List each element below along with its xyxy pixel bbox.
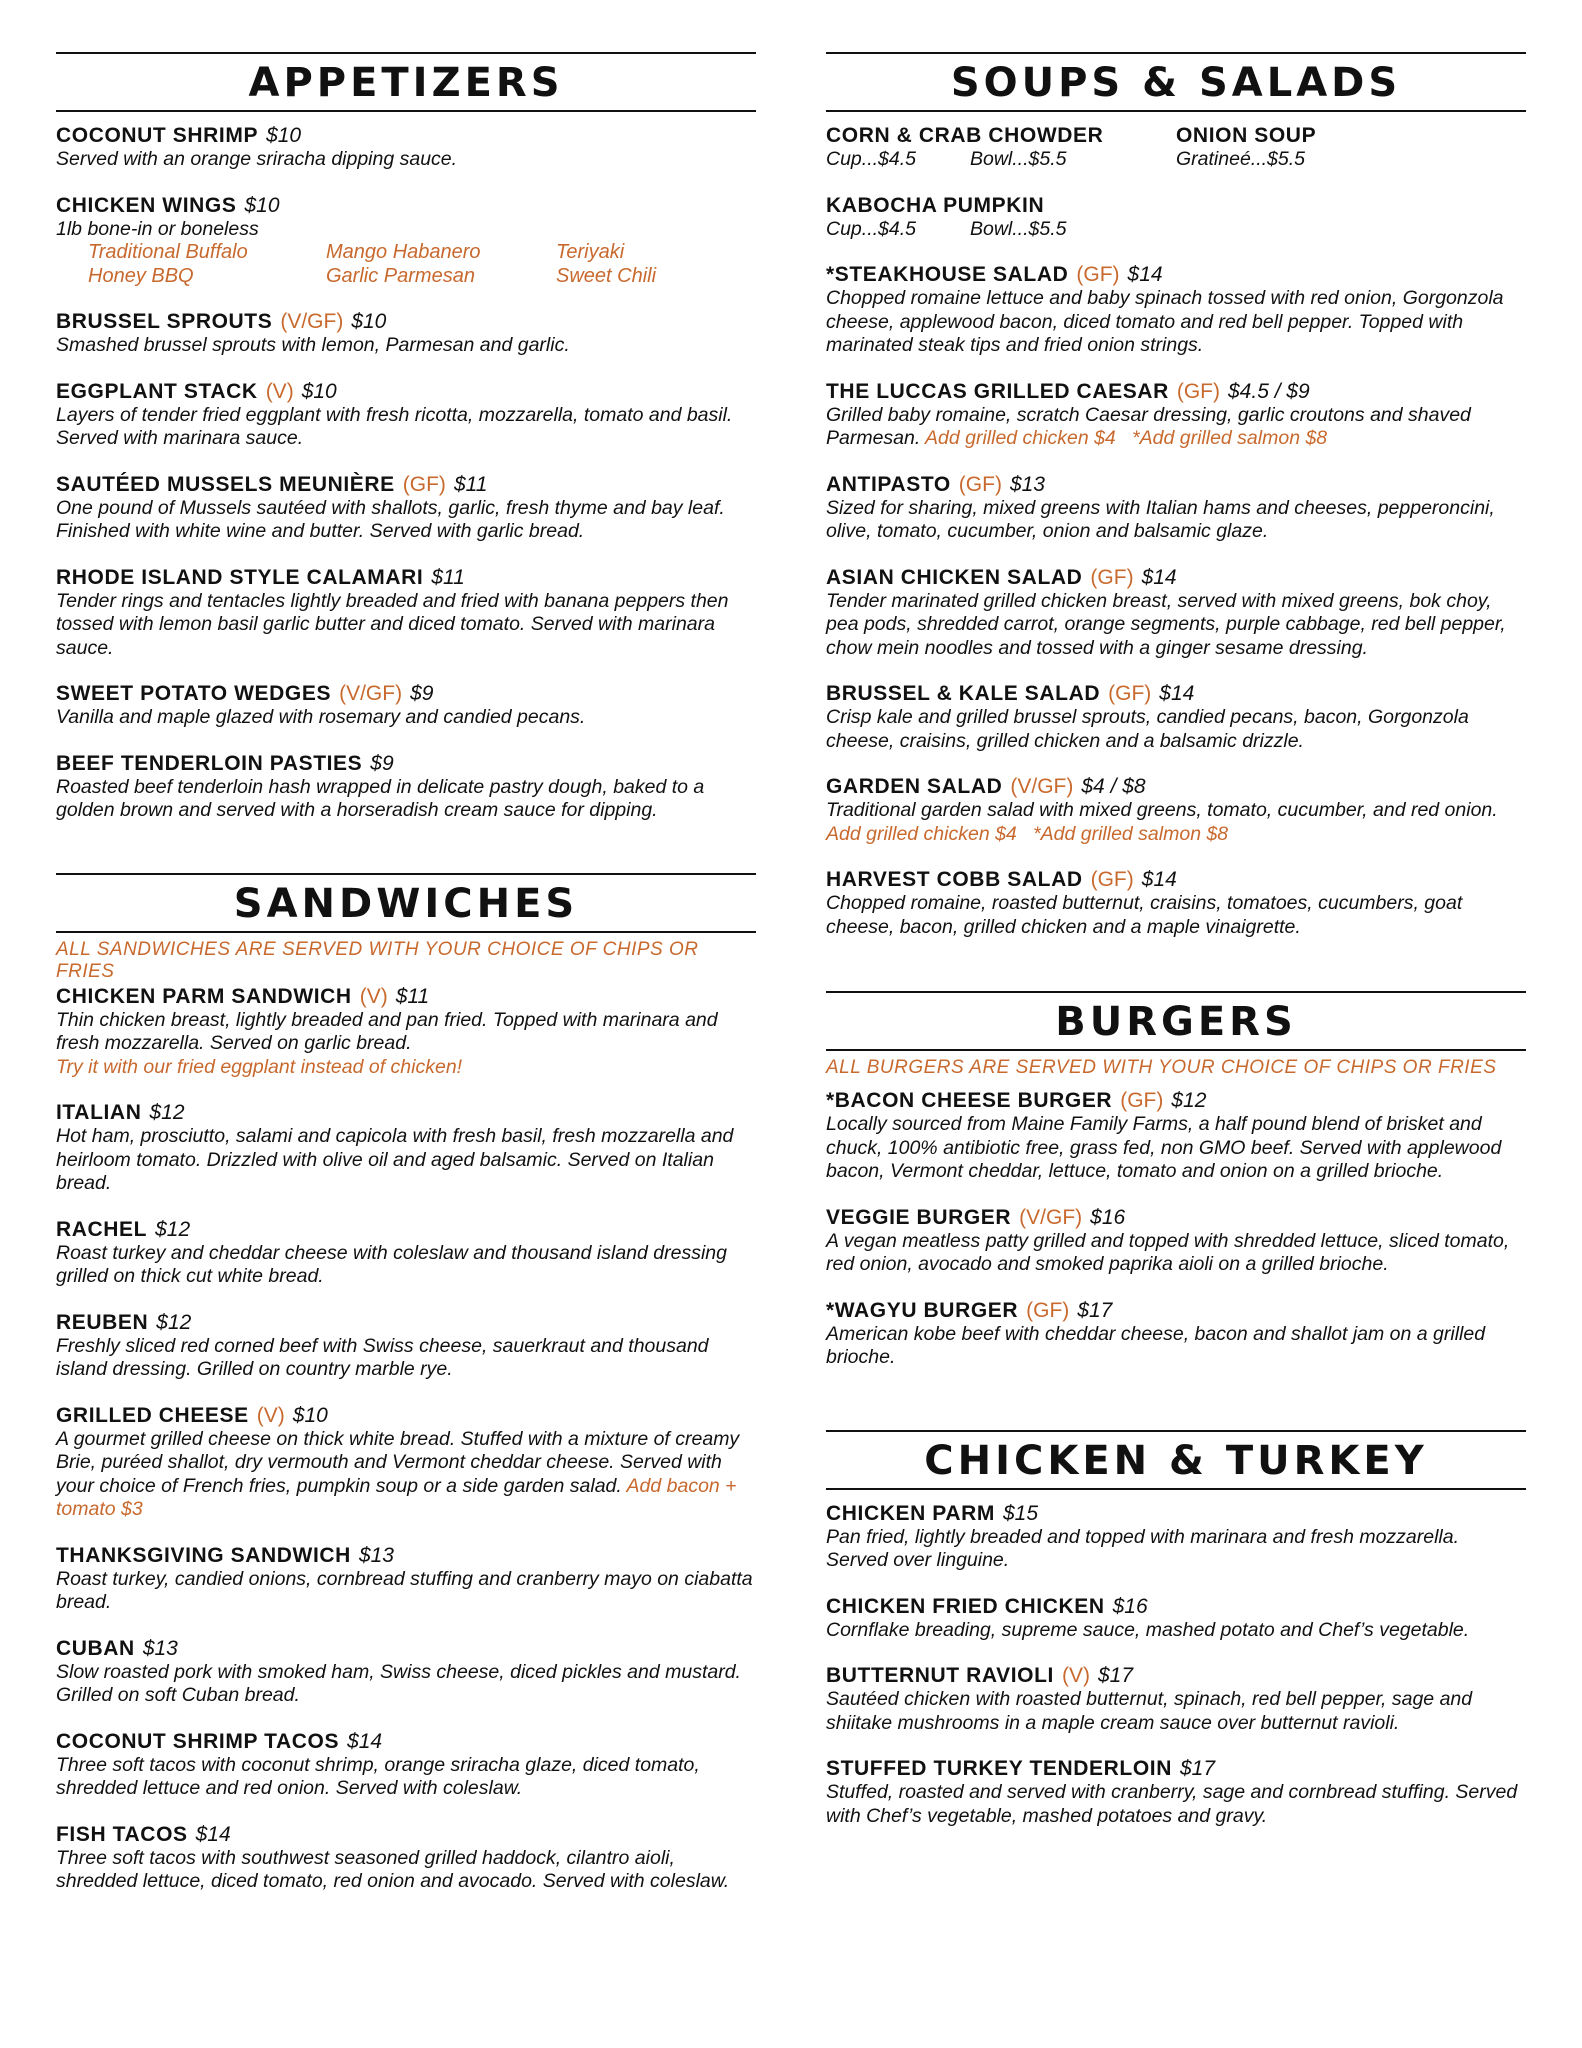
- flavor-option: Garlic Parmesan: [326, 264, 475, 287]
- menu-item-sweet-potato-wedges: [56, 682, 756, 730]
- menu-item-coconut-shrimp: [56, 124, 756, 172]
- diet-tag: (GF): [402, 472, 446, 496]
- item-description: Smashed brussel sprouts with lemon, Parmesan and garlic.: [56, 334, 570, 356]
- menu-item-calamari: [56, 566, 756, 661]
- item-description: Layers of tender fried eggplant with fresh ricotta, mozzarella, tomato and basil. Served with marinara sauce.: [56, 403, 733, 449]
- item-name: COCONUT SHRIMP TACOS: [56, 1729, 340, 1753]
- item-price: $14: [1127, 263, 1163, 286]
- item-name: FISH TACOS: [56, 1822, 188, 1846]
- item-description: Vanilla and maple glazed with rosemary and candied pecans.: [56, 706, 586, 728]
- diet-tag: (GF): [1076, 263, 1120, 286]
- chicken-turkey-section: [826, 1430, 1526, 1829]
- item-addon: Add grilled chicken $4 *Add grilled salmon $8: [925, 427, 1328, 449]
- diet-tag: (V/GF): [1019, 1205, 1083, 1229]
- item-description-text: Grilled baby romaine, scratch Caesar dressing, garlic croutons and shaved Parmesan.: [826, 403, 1471, 449]
- item-price: $11: [395, 984, 430, 1008]
- item-description: American kobe beef with cheddar cheese, bacon and shallot jam on a grilled brioche.: [826, 1322, 1486, 1368]
- item-price: $14: [1141, 868, 1177, 891]
- menu-item-chicken-parm: [826, 1502, 1526, 1573]
- item-price: $11: [453, 472, 488, 496]
- item-name: *STEAKHOUSE SALAD: [826, 263, 1069, 286]
- flavor-option: Honey BBQ: [88, 264, 194, 287]
- menu-item-cuban: [56, 1637, 756, 1708]
- item-description: Tender marinated grilled chicken breast, served with mixed greens, bok choy, pea pods, shredded carrot, orange segments, purple cabbage, red bell pepper, chow mein noodles and tossed with a ginger sesame dressing.: [826, 589, 1506, 659]
- item-name: THE LUCCAS GRILLED CAESAR: [826, 379, 1169, 403]
- item-name: CHICKEN PARM SANDWICH: [56, 984, 352, 1008]
- item-price: $10: [351, 310, 387, 333]
- item-addon: Add grilled chicken $4 *Add grilled salmon $8: [826, 822, 1229, 845]
- item-description: [826, 404, 1526, 451]
- item-price: $17: [1077, 1298, 1113, 1322]
- menu-item-beef-pasties: [56, 752, 756, 823]
- item-name: RHODE ISLAND STYLE CALAMARI: [56, 565, 424, 589]
- menu-item-steakhouse-salad: [826, 263, 1526, 358]
- item-description: Roast turkey and cheddar cheese with coleslaw and thousand island dressing grilled on thick cut white bread.: [56, 1241, 727, 1287]
- item-subtitle: 1lb bone-in or boneless: [56, 217, 259, 240]
- wing-flavors: [56, 241, 756, 288]
- menu-item-mussels: [56, 473, 756, 544]
- item-name: ITALIAN: [56, 1101, 142, 1124]
- cup-price: Cup...$4.5: [826, 148, 916, 170]
- menu-item-coconut-shrimp-tacos: [56, 1730, 756, 1801]
- item-name: SWEET POTATO WEDGES: [56, 682, 332, 705]
- item-price: $13: [1009, 472, 1045, 496]
- diet-tag: (V): [359, 984, 388, 1008]
- item-price: $17: [1097, 1664, 1134, 1687]
- item-description: Locally sourced from Maine Family Farms, a half pound blend of brisket and chuck, 100% antibiotic free, grass fed, non GMO beef. Served with applewood bacon, Vermont cheddar, lettuce, tomato and onion on a grilled brioche.: [826, 1113, 1502, 1182]
- item-description: [56, 1428, 756, 1522]
- diet-tag: (V/GF): [280, 310, 344, 333]
- diet-tag: (GF): [1120, 1089, 1164, 1112]
- item-name: BUTTERNUT RAVIOLI: [826, 1664, 1054, 1687]
- item-name: CHICKEN WINGS: [56, 193, 237, 217]
- item-name: CORN & CRAB CHOWDER: [826, 124, 1104, 147]
- menu-item-corn-crab-chowder: [826, 124, 1176, 172]
- item-price: $17: [1179, 1757, 1216, 1780]
- item-price: $4 / $8: [1081, 775, 1146, 798]
- cup-price: Cup...$4.5: [826, 217, 916, 240]
- section-note: ALL SANDWICHES ARE SERVED WITH YOUR CHOICE OF CHIPS OR FRIES: [56, 938, 699, 982]
- item-price: $12: [155, 1217, 191, 1241]
- diet-tag: (GF): [1090, 868, 1134, 891]
- item-name: *BACON CHEESE BURGER: [826, 1089, 1113, 1112]
- item-description: Three soft tacos with coconut shrimp, orange sriracha glaze, diced tomato, shredded lettuce and red onion. Served with coleslaw.: [56, 1753, 700, 1799]
- item-description: Sized for sharing, mixed greens with Italian hams and cheeses, pepperoncini, olive, tomato, cucumber, onion and balsamic glaze.: [826, 496, 1495, 542]
- item-price: $12: [149, 1101, 185, 1124]
- menu-item-fish-tacos: [56, 1823, 756, 1894]
- item-price: $13: [142, 1636, 178, 1660]
- item-name: BEEF TENDERLOIN PASTIES: [56, 751, 363, 775]
- item-description: Chopped romaine lettuce and baby spinach tossed with red onion, Gorgonzola cheese, applewood bacon, diced tomato and red bell pepper. Topped with marinated steak tips and fried onion strings.: [826, 287, 1504, 356]
- item-price: $14: [1141, 565, 1177, 589]
- item-name: SAUTÉED MUSSELS MEUNIÈRE: [56, 472, 395, 496]
- item-name: ANTIPASTO: [826, 472, 951, 496]
- item-price: $13: [358, 1543, 394, 1567]
- item-description: Freshly sliced red corned beef with Swiss cheese, sauerkraut and thousand island dressing. Grilled on country marble rye.: [56, 1334, 709, 1380]
- item-name: STUFFED TURKEY TENDERLOIN: [826, 1757, 1172, 1780]
- item-description: Tender rings and tentacles lightly breaded and fried with banana peppers then tossed with lemon basil garlic butter and diced tomato. Served with marinara sauce.: [56, 589, 729, 659]
- item-description: Thin chicken breast, lightly breaded and pan fried. Topped with marinara and fresh mozzarella. Served on garlic bread.: [56, 1008, 718, 1054]
- soups-salads-section: [826, 52, 1526, 939]
- item-price: $10: [301, 379, 337, 403]
- flavor-option: Teriyaki: [556, 241, 625, 263]
- item-name: ONION SOUP: [1176, 124, 1317, 147]
- section-note: ALL BURGERS ARE SERVED WITH YOUR CHOICE OF CHIPS OR FRIES: [826, 1057, 1497, 1078]
- menu-item-stuffed-turkey-tenderloin: [826, 1757, 1526, 1828]
- diet-tag: (GF): [1090, 565, 1134, 589]
- section-title-appetizers: APPETIZERS: [56, 52, 756, 112]
- item-description: One pound of Mussels sautéed with shallots, garlic, fresh thyme and bay leaf. Finished with white wine and butter. Served with garlic bread.: [56, 496, 725, 542]
- menu-item-chicken-parm-sandwich: [56, 985, 756, 1080]
- item-name: CUBAN: [56, 1636, 135, 1660]
- section-title-sandwiches: SANDWICHES: [56, 873, 756, 933]
- item-name: BRUSSEL & KALE SALAD: [826, 682, 1101, 705]
- menu-item-garden-salad: [826, 775, 1526, 846]
- flavor-option: Traditional Buffalo: [88, 241, 248, 263]
- item-price: $14: [195, 1822, 231, 1846]
- item-description: Sautéed chicken with roasted butternut, spinach, red bell pepper, sage and shiitake mushrooms in a maple cream sauce over butternut ravioli.: [826, 1688, 1473, 1734]
- item-description: Crisp kale and grilled brussel sprouts, candied pecans, bacon, Gorgonzola cheese, craisins, grilled chicken and a balsamic drizzle.: [826, 706, 1469, 752]
- item-description: Cornflake breading, supreme sauce, mashed potato and Chef’s vegetable.: [826, 1618, 1470, 1641]
- item-name: RACHEL: [56, 1217, 148, 1241]
- menu-item-rachel: [56, 1218, 756, 1289]
- item-price: $16: [1112, 1594, 1148, 1618]
- menu-item-bacon-cheese-burger: [826, 1089, 1526, 1184]
- diet-tag: (GF): [1176, 379, 1220, 403]
- item-description: Roasted beef tenderloin hash wrapped in delicate pastry dough, baked to a golden brown and served with a horseradish cream sauce for dipping.: [56, 775, 705, 821]
- item-description: A vegan meatless patty grilled and topped with shredded lettuce, sliced tomato, red onion, avocado and smoked paprika aioli on a grilled brioche.: [826, 1229, 1510, 1275]
- item-name: *WAGYU BURGER: [826, 1298, 1019, 1322]
- bowl-price: Bowl...$5.5: [969, 217, 1067, 240]
- gratinee-price: Gratineé...$5.5: [1176, 148, 1305, 170]
- left-column: [56, 52, 756, 1916]
- menu-item-thanksgiving-sandwich: [56, 1544, 756, 1615]
- item-description: Chopped romaine, roasted butternut, craisins, tomatoes, cucumbers, goat cheese, bacon, grilled chicken and a maple vinaigrette.: [826, 892, 1463, 938]
- item-description: Pan fried, lightly breaded and topped with marinara and fresh mozzarella. Served over linguine.: [826, 1525, 1460, 1571]
- item-description: Hot ham, prosciutto, salami and capicola with fresh basil, fresh mozzarella and heirloom tomato. Drizzled with olive oil and aged balsamic. Served on Italian bread.: [56, 1125, 734, 1194]
- item-name: HARVEST COBB SALAD: [826, 868, 1083, 891]
- diet-tag: (GF): [958, 472, 1002, 496]
- item-description: Served with an orange sriracha dipping sauce.: [56, 148, 458, 170]
- soup-row: [826, 124, 1526, 172]
- menu-item-onion-soup: [1176, 124, 1526, 172]
- item-price: $12: [1171, 1089, 1207, 1112]
- item-addon: Add bacon + tomato $3: [56, 1474, 737, 1520]
- menu-item-veggie-burger: [826, 1206, 1526, 1277]
- diet-tag: (V): [265, 379, 294, 403]
- diet-tag: (GF): [1108, 682, 1152, 705]
- diet-tag: (V/GF): [339, 682, 403, 705]
- item-description: [826, 799, 1526, 846]
- item-description: Roast turkey, candied onions, cornbread stuffing and cranberry mayo on ciabatta bread.: [56, 1567, 753, 1613]
- item-name: EGGPLANT STACK: [56, 379, 258, 403]
- menu-item-asian-chicken-salad: [826, 566, 1526, 661]
- item-name: VEGGIE BURGER: [826, 1205, 1012, 1229]
- menu-item-eggplant-stack: [56, 380, 756, 451]
- diet-tag: (V/GF): [1010, 775, 1074, 798]
- item-name: COCONUT SHRIMP: [56, 124, 259, 147]
- item-name: CHICKEN PARM: [826, 1501, 995, 1525]
- item-price: $15: [1002, 1501, 1039, 1525]
- menu-item-antipasto: [826, 473, 1526, 544]
- menu-item-wagyu-burger: [826, 1299, 1526, 1370]
- menu-item-brussel-kale-salad: [826, 682, 1526, 753]
- section-title-chicken-turkey: CHICKEN & TURKEY: [826, 1430, 1526, 1490]
- sandwiches-section: [56, 873, 756, 1894]
- item-name: BRUSSEL SPROUTS: [56, 310, 273, 333]
- item-description-text: Traditional garden salad with mixed greens, tomato, cucumber, and red onion.: [826, 799, 1498, 821]
- item-price: $4.5 / $9: [1228, 379, 1310, 403]
- diet-tag: (V): [256, 1403, 285, 1427]
- flavor-option: Sweet Chili: [556, 264, 657, 287]
- menu-item-chicken-fried-chicken: [826, 1595, 1526, 1643]
- item-description: Three soft tacos with southwest seasoned grilled haddock, cilantro aioli, shredded lettuce, diced tomato, red onion and avocado. Served with coleslaw.: [56, 1846, 730, 1892]
- diet-tag: (GF): [1026, 1298, 1070, 1322]
- item-price: $12: [156, 1310, 192, 1334]
- item-price: $14: [347, 1729, 383, 1753]
- item-addon: Try it with our fried eggplant instead of chicken!: [56, 1055, 463, 1078]
- item-name: GRILLED CHEESE: [56, 1403, 249, 1427]
- item-name: GARDEN SALAD: [826, 775, 1003, 798]
- item-description-text: A gourmet grilled cheese on thick white bread. Stuffed with a mixture of creamy Brie, puréed shallot, dry vermouth and Vermont cheddar cheese. Served with your choice of French fries, pumpkin soup or a side garden salad.: [56, 1427, 740, 1497]
- item-name: THANKSGIVING SANDWICH: [56, 1543, 351, 1567]
- menu-item-grilled-caesar: [826, 380, 1526, 451]
- section-title-soups-salads: SOUPS & SALADS: [826, 52, 1526, 112]
- menu-item-kabocha-pumpkin: [826, 194, 1526, 242]
- item-price: $10: [292, 1403, 328, 1427]
- right-column: [826, 52, 1526, 1850]
- item-description: Stuffed, roasted and served with cranberry, sage and cornbread stuffing. Served with Chef’s vegetable, mashed potatoes and gravy.: [826, 1781, 1518, 1827]
- item-name: ASIAN CHICKEN SALAD: [826, 565, 1083, 589]
- item-description: Slow roasted pork with smoked ham, Swiss cheese, diced pickles and mustard. Grilled on soft Cuban bread.: [56, 1660, 741, 1706]
- item-price: $16: [1090, 1205, 1126, 1229]
- item-price: $10: [266, 124, 302, 147]
- menu-item-grilled-cheese: [56, 1404, 756, 1522]
- item-name: KABOCHA PUMPKIN: [826, 193, 1045, 217]
- burgers-section: [826, 991, 1526, 1370]
- menu-item-chicken-wings: [56, 194, 756, 289]
- item-price: $11: [431, 565, 465, 589]
- section-title-burgers: BURGERS: [826, 991, 1526, 1051]
- item-name: CHICKEN FRIED CHICKEN: [826, 1594, 1105, 1618]
- item-price: $14: [1159, 682, 1195, 705]
- diet-tag: (V): [1061, 1664, 1090, 1687]
- flavor-option: Mango Habanero: [326, 241, 481, 263]
- bowl-price: Bowl...$5.5: [969, 148, 1067, 170]
- appetizers-section: [56, 52, 756, 823]
- menu-item-italian: [56, 1101, 756, 1196]
- item-price: $9: [410, 682, 434, 705]
- menu-item-brussel-sprouts: [56, 310, 756, 358]
- item-name: REUBEN: [56, 1310, 149, 1334]
- item-price: $10: [244, 193, 280, 217]
- menu-item-reuben: [56, 1311, 756, 1382]
- menu-item-butternut-ravioli: [826, 1664, 1526, 1735]
- menu-item-harvest-cobb-salad: [826, 868, 1526, 939]
- item-price: $9: [370, 751, 394, 775]
